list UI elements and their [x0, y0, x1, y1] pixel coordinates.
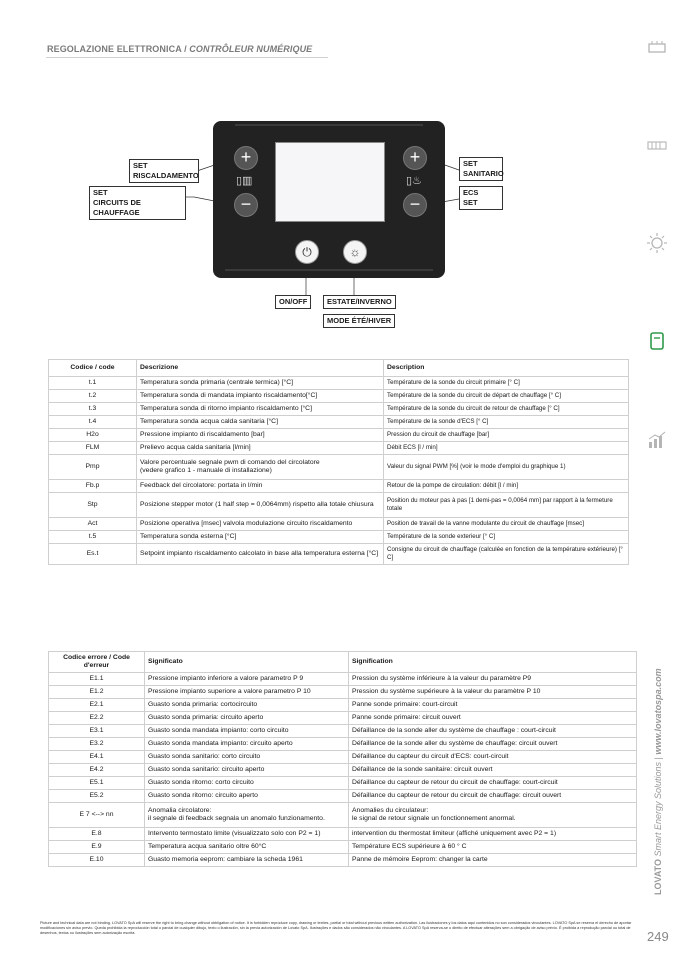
table-row [49, 377, 629, 390]
cell-text-fr: Position de travail de la vanne modulante du circuit de chauffage [msec] [384, 518, 629, 531]
cell-text-it: Setpoint impianto riscaldamento calcolato in base alla temperatura esterna [°C] [137, 544, 384, 565]
cell-text-fr: Défaillance de la sonde aller du système de chauffage: circuit ouvert [349, 738, 637, 751]
table-row [49, 403, 629, 416]
cell-code: t.1 [49, 377, 137, 390]
cell-text-fr: Défaillance du capteur du circuit d'ECS: court-circuit [349, 751, 637, 764]
table-row [49, 544, 629, 565]
cell-code: Es.t [49, 544, 137, 565]
cell-code: E1.2 [49, 686, 145, 699]
cell-text-fr: Température de la sonde du circuit primaire [° C] [384, 377, 629, 390]
cell-text-it: Feedback del circolatore: portata in l/min [137, 480, 384, 493]
table-row [49, 738, 637, 751]
table-row [49, 493, 629, 518]
table-row [49, 390, 629, 403]
cell-text-it: Temperatura sonda di ritorno impianto riscaldamento [°C] [137, 403, 384, 416]
cell-text-it: Guasto sonda primaria: circuito aperto [145, 712, 349, 725]
cell-code: E1.1 [49, 673, 145, 686]
cell-text-fr: Température de la sonde d'ECS [° C] [384, 416, 629, 429]
cell-code: E2.1 [49, 699, 145, 712]
column-header-meaning-it: Significato [145, 652, 349, 673]
cell-code: t.5 [49, 531, 137, 544]
heating-minus-button[interactable]: − [234, 193, 258, 217]
table-row [49, 699, 637, 712]
cell-text-fr: Défaillance du capteur de retour du circuit de chauffage: court-circuit [349, 777, 637, 790]
cell-code: E.9 [49, 841, 145, 854]
cell-text-it: Temperatura acqua sanitario oltre 60°C [145, 841, 349, 854]
cell-text-it: Temperatura sonda di mandata impianto riscaldamento[°C] [137, 390, 384, 403]
cell-text-fr: Température ECS supérieure à 60 ° C [349, 841, 637, 854]
cell-text-fr: Panne sonde primaire: circuit ouvert [349, 712, 637, 725]
error-codes-table [48, 651, 637, 867]
cell-text-it: Anomalia circolatore: il segnale di feedback segnala un anomalo funzionamento. [145, 803, 349, 828]
label-set-dhw-fr: ECS SET [459, 186, 503, 210]
cell-text-fr: Valeur du signal PWM [%] (voir le mode d'emploi du graphique 1) [384, 455, 629, 480]
column-header-error-code: Codice errore / Code d'erreur [49, 652, 145, 673]
cell-text-it: Guasto sonda mandata impianto: corto circuito [145, 725, 349, 738]
cell-code: t.2 [49, 390, 137, 403]
cell-text-fr: Consigne du circuit de chauffage (calculée en fonction de la température extérieure) [° C] [384, 544, 629, 565]
brand-vertical-text [653, 668, 663, 895]
cell-text-fr: Retour de la pompe de circulation: débit [l / min] [384, 480, 629, 493]
heating-plus-button[interactable]: + [234, 146, 258, 170]
cell-text-it: Pressione impianto superiore a valore parametro P 10 [145, 686, 349, 699]
label-summer-winter-it: ESTATE/INVERNO [323, 295, 396, 309]
cell-code: E.8 [49, 828, 145, 841]
cell-code: t.3 [49, 403, 137, 416]
cell-text-it: Prelievo acqua calda sanitaria [l/min] [137, 442, 384, 455]
cell-code: E4.2 [49, 764, 145, 777]
cell-code: E5.2 [49, 790, 145, 803]
cell-text-it: Guasto sonda ritorno: circuito aperto [145, 790, 349, 803]
summer-winter-button[interactable]: ☼ [343, 240, 367, 264]
column-header-description-fr: Description [384, 360, 629, 377]
table-row [49, 751, 637, 764]
table-row [49, 790, 637, 803]
cell-code: E2.2 [49, 712, 145, 725]
column-header-meaning-fr: Signification [349, 652, 637, 673]
cell-code: Act [49, 518, 137, 531]
cell-text-fr: Panne sonde primaire: court-circuit [349, 699, 637, 712]
cell-code: E5.1 [49, 777, 145, 790]
table-row [49, 673, 637, 686]
table-row [49, 854, 637, 867]
brand-name: LOVATO [653, 859, 663, 895]
cell-code: E.10 [49, 854, 145, 867]
cell-text-it: Guasto sonda sanitario: corto circuito [145, 751, 349, 764]
cell-text-fr: Pression du système inférieure à la valeur du paramètre P9 [349, 673, 637, 686]
power-button[interactable]: ⏻ [295, 240, 319, 264]
cell-text-fr: Température de la sonde du circuit de départ de chauffage [° C] [384, 390, 629, 403]
label-summer-winter-fr: MODE ÉTÉ/HIVER [323, 314, 395, 328]
cell-text-it: Temperatura sonda esterna [°C] [137, 531, 384, 544]
cell-text-it: Intervento termostato limite (visualizzato solo con P2 = 1) [145, 828, 349, 841]
table-row [49, 828, 637, 841]
cell-text-it: Guasto memoria eeprom: cambiare la scheda 1961 [145, 854, 349, 867]
table-row [49, 841, 637, 854]
cell-text-it: Posizione stepper motor (1 half step = 0,0064mm) rispetto alla totale chiusura [137, 493, 384, 518]
dhw-plus-button[interactable]: + [403, 146, 427, 170]
cell-code: H2o [49, 429, 137, 442]
cell-code: E3.1 [49, 725, 145, 738]
table-header-row [49, 360, 629, 377]
cell-text-fr: Température de la sonde du circuit de retour de chauffage [° C] [384, 403, 629, 416]
cell-code: Stp [49, 493, 137, 518]
column-header-description-it: Descrizione [137, 360, 384, 377]
cell-code: Pmp [49, 455, 137, 480]
table-row [49, 480, 629, 493]
cell-text-fr: Défaillance du capteur de retour du circuit de chauffage: circuit ouvert [349, 790, 637, 803]
dhw-minus-button[interactable]: − [403, 193, 427, 217]
cell-text-it: Guasto sonda mandata impianto: circuito aperto [145, 738, 349, 751]
parameters-table [48, 359, 629, 565]
table-row [49, 416, 629, 429]
cell-text-fr: Défaillance de la sonde aller du système de chauffage : court-circuit [349, 725, 637, 738]
display-screen [275, 142, 385, 222]
cell-code: Fb.p [49, 480, 137, 493]
brand-url[interactable]: www.lovatospa.com [653, 668, 663, 755]
legal-footnote: Picture and technical data are not binding. LOVATO SpA will reserve the right to bring change without obbligation of notice. It is forbidden reproduce copy, drawing or texties, partial or total without previous written authorization. Las ilustraciones y los datos aqui contenidos no son considerados vinculantes. LOVATO SpA se reserva el derecho de aportar modificaciones sin aviso previo. Queda prohibida la reproducción total o parcial de cualquier dibujo, texto o ilustración, sin la previa autorización de Lovato SpA. Ilustrações e dados são considerados não vinculantes. A LOVATO SpA reserva-se o direito de efectuar alterações sem a obrigação de aviso prévio. É proibida a reprodução parcial ou total de desenhos, textos ou ilustrações sem autorização escrita. [40, 921, 632, 935]
cell-text-fr: Panne de mémoire Eeprom: changer la carte [349, 854, 637, 867]
cell-text-it: Guasto sonda sanitario: circuito aperto [145, 764, 349, 777]
cell-text-it: Posizione operativa [msec] valvola modulazione circuito riscaldamento [137, 518, 384, 531]
cell-code: E 7 <--> nn [49, 803, 145, 828]
cell-text-fr: Pression du système supérieure à la valeur du paramètre P 10 [349, 686, 637, 699]
label-set-heating-fr: SET CIRCUITS DE CHAUFFAGE [89, 186, 186, 220]
cell-code: E3.2 [49, 738, 145, 751]
table-row [49, 518, 629, 531]
cell-text-it: Temperatura sonda acqua calda sanitaria [°C] [137, 416, 384, 429]
table-row [49, 455, 629, 480]
table-row [49, 777, 637, 790]
table-header-row [49, 652, 637, 673]
cell-text-fr: Pression du circuit de chauffage [bar] [384, 429, 629, 442]
cell-text-it: Pressione impianto di riscaldamento [bar] [137, 429, 384, 442]
header-title-it: REGOLAZIONE ELETTRONICA / [47, 44, 190, 54]
tap-thermometer-icon: ▯♨ [406, 175, 422, 187]
cell-text-fr: Débit ECS [l / min] [384, 442, 629, 455]
cell-text-it: Temperatura sonda primaria (centrale termica) [°C] [137, 377, 384, 390]
label-onoff: ON/OFF [275, 295, 311, 309]
column-header-code: Codice / code [49, 360, 137, 377]
table-row [49, 764, 637, 777]
table-row [49, 429, 629, 442]
table-row [49, 531, 629, 544]
brand-tagline: Smart Energy Solutions [653, 761, 663, 859]
label-set-heating-it: SET RISCALDAMENTO [129, 159, 199, 183]
table-row [49, 725, 637, 738]
cell-text-it: Valore percentuale segnale pwm di comando del circolatore (vedere grafico 1 - manuale di installazione) [137, 455, 384, 480]
header-title-fr: CONTRÔLEUR NUMÉRIQUE [189, 44, 313, 54]
label-set-dhw-it: SET SANITARIO [459, 157, 503, 181]
cell-text-fr: Température de la sonde exterieur [° C] [384, 531, 629, 544]
cell-text-it: Guasto sonda ritorno: corto circuito [145, 777, 349, 790]
cell-text-it: Pressione impianto inferiore a valore parametro P 9 [145, 673, 349, 686]
page-number: 249 [647, 929, 669, 944]
table-row [49, 712, 637, 725]
cell-text-fr: Anomalies du circulateur: le signal de retour signale un fonctionnement anormal. [349, 803, 637, 828]
cell-code: E4.1 [49, 751, 145, 764]
table-row [49, 803, 637, 828]
cell-code: FLM [49, 442, 137, 455]
cell-text-fr: intervention du thermostat limiteur (affiché uniquement avec P2 = 1) [349, 828, 637, 841]
cell-text-it: Guasto sonda primaria: cortocircuito [145, 699, 349, 712]
cell-text-fr: Défaillance de la sonde sanitaire: circuit ouvert [349, 764, 637, 777]
cell-text-fr: Position du moteur pas à pas [1 demi-pas = 0,0064 mm] par rapport à la fermeture totale [384, 493, 629, 518]
table-row [49, 442, 629, 455]
cell-code: t.4 [49, 416, 137, 429]
radiator-thermometer-icon: ▯▥ [236, 175, 253, 187]
brand-separator: | [653, 754, 663, 762]
table-row [49, 686, 637, 699]
